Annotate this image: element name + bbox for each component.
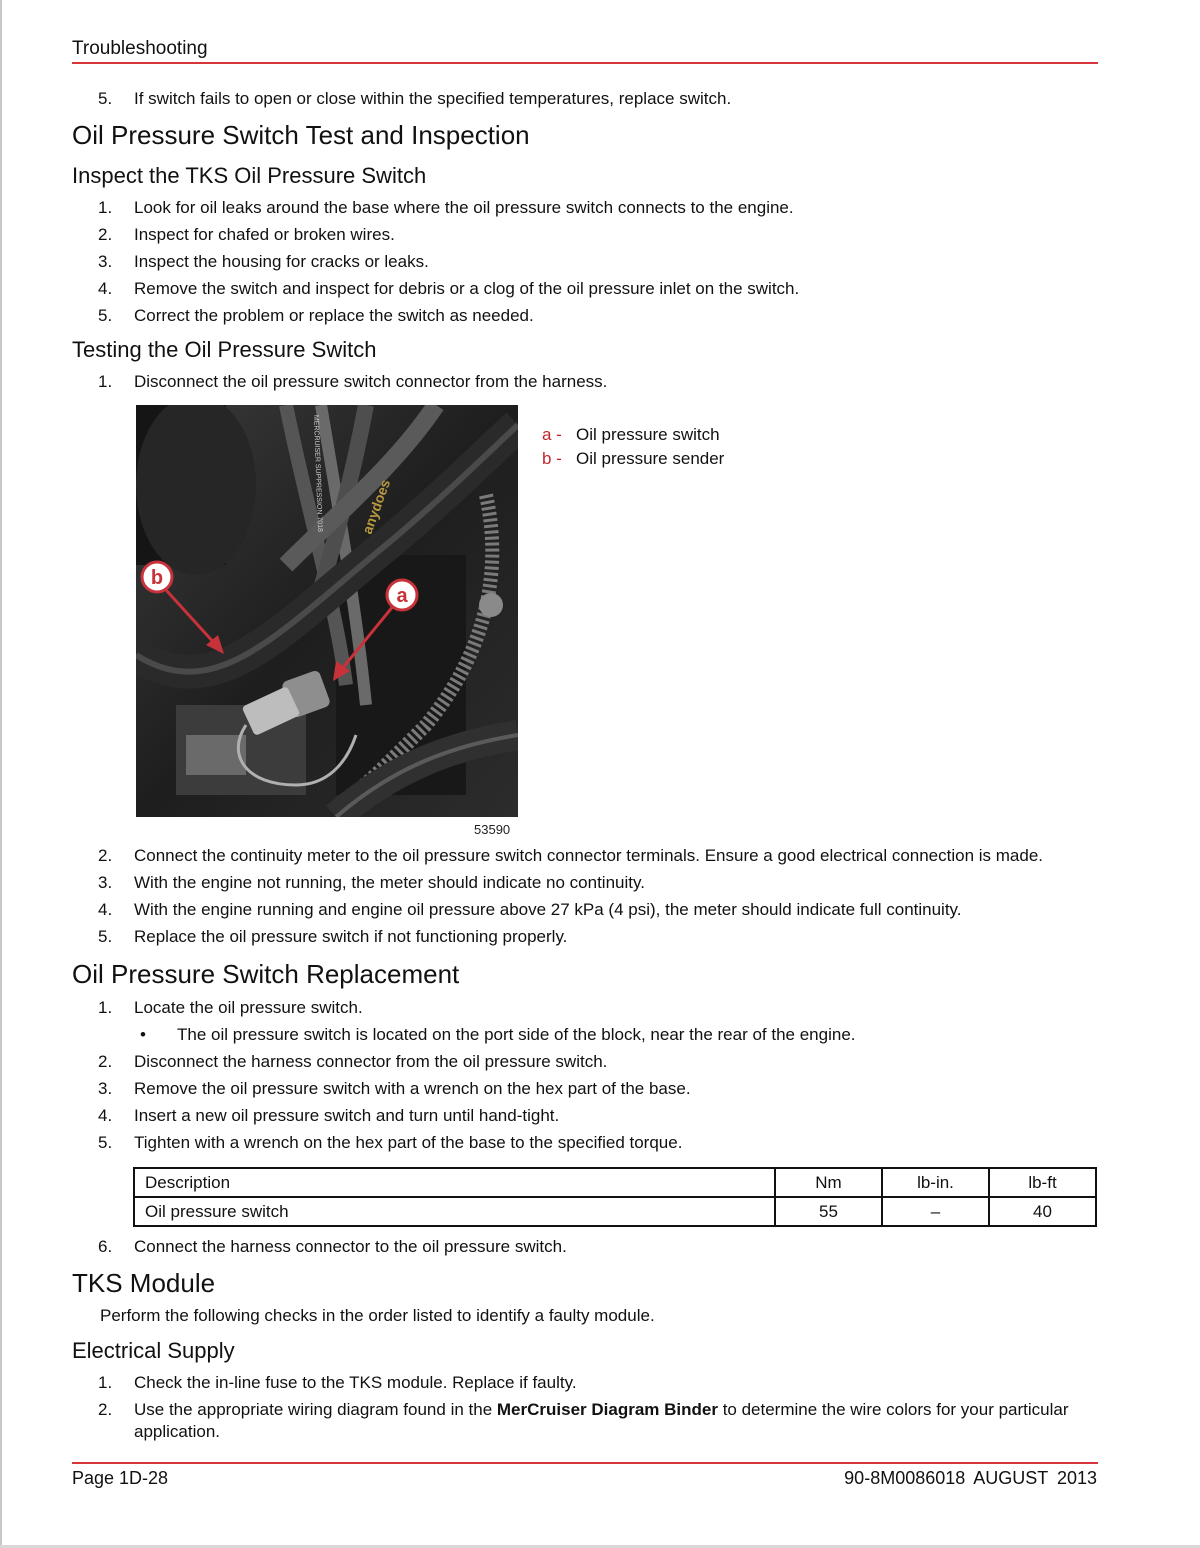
step-number: 2. [98, 846, 113, 865]
table-cell: 55 [775, 1197, 882, 1226]
subheading-testing: Testing the Oil Pressure Switch [72, 337, 377, 362]
step-number: 1. [98, 372, 113, 391]
step-text: Disconnect the oil pressure switch connector from the harness. [134, 372, 608, 391]
legend-label: Oil pressure sender [576, 449, 725, 468]
step-text [134, 1399, 1074, 1443]
step-number: 3. [98, 873, 113, 892]
wire-print-text: anydoes [358, 477, 394, 537]
torque-table [133, 1167, 1097, 1227]
step-number: 1. [98, 198, 113, 217]
engine-photo [136, 405, 518, 817]
step-text: Locate the oil pressure switch. [134, 998, 363, 1017]
legend-item [542, 425, 720, 445]
step-text: Replace the oil pressure switch if not functioning properly. [134, 927, 568, 946]
step-number: 5. [98, 306, 113, 325]
legend-key: a - [542, 425, 562, 444]
step-text: Remove the oil pressure switch with a wrench on the hex part of the base. [134, 1079, 691, 1098]
step-number: 1. [98, 998, 113, 1017]
step-text: Disconnect the harness connector from the oil pressure switch. [134, 1052, 608, 1071]
step-text: Look for oil leaks around the base where the oil pressure switch connects to the engine. [134, 198, 794, 217]
table-header-cell: Description [134, 1168, 775, 1197]
step-number: 5. [98, 927, 113, 946]
step-text: Remove the switch and inspect for debris or a clog of the oil pressure inlet on the switch. [134, 279, 800, 298]
step-number: 6. [98, 1237, 113, 1256]
step-text: Check the in-line fuse to the TKS module. Replace if faulty. [134, 1373, 577, 1392]
step-text: Connect the continuity meter to the oil pressure switch connector terminals. Ensure a good electrical connection is made. [134, 846, 1044, 865]
table-cell: 40 [989, 1197, 1096, 1226]
step-text: With the engine running and engine oil pressure above 27 kPa (4 psi), the meter should indicate full continuity. [134, 900, 962, 919]
subheading-electrical: Electrical Supply [72, 1338, 235, 1363]
step-text: If switch fails to open or close within the specified temperatures, replace switch. [134, 89, 732, 108]
step-text: Inspect the housing for cracks or leaks. [134, 252, 429, 271]
section-heading-oil-test: Oil Pressure Switch Test and Inspection [72, 120, 530, 150]
callout-a-label: a [396, 585, 408, 607]
step-text: Connect the harness connector to the oil pressure switch. [134, 1237, 567, 1256]
legend-label: Oil pressure switch [576, 425, 720, 444]
step-text: Inspect for chafed or broken wires. [134, 225, 395, 244]
table-cell: Oil pressure switch [134, 1197, 775, 1226]
step-number: 1. [98, 1373, 113, 1392]
bullet-text: The oil pressure switch is located on the port side of the block, near the rear of the engine. [177, 1025, 856, 1044]
table-row [134, 1197, 1096, 1226]
step-number: 4. [98, 1106, 113, 1125]
step-number: 2. [98, 1400, 113, 1419]
figure-number: 53590 [474, 822, 511, 837]
step-text: With the engine not running, the meter should indicate no continuity. [134, 873, 645, 892]
section-heading-tks: TKS Module [72, 1268, 216, 1298]
bullet-mark: • [140, 1025, 146, 1044]
wire-print-text: MERCRUISER SUPPRESSION 7018 [312, 414, 324, 533]
step-text: Correct the problem or replace the switch as needed. [134, 306, 534, 325]
table-cell: – [882, 1197, 989, 1226]
step-number: 5. [98, 1133, 113, 1152]
section-heading-replacement: Oil Pressure Switch Replacement [72, 959, 460, 989]
step-number: 2. [98, 225, 113, 244]
step-number: 4. [98, 900, 113, 919]
step-number: 3. [98, 1079, 113, 1098]
step-number: 3. [98, 252, 113, 271]
header-rule [72, 62, 1098, 64]
table-header-row [134, 1168, 1096, 1197]
intro-paragraph: Perform the following checks in the order listed to identify a faulty module. [100, 1306, 655, 1325]
footer-rule [72, 1462, 1098, 1464]
legend-item [542, 449, 724, 469]
subheading-inspect: Inspect the TKS Oil Pressure Switch [72, 163, 427, 188]
step-number: 5. [98, 89, 113, 108]
callout-b-label: b [150, 567, 164, 589]
step-text-part: to determine the wire colors for your particular application. [134, 1400, 1069, 1441]
table-header-cell: lb-ft [989, 1168, 1096, 1197]
step-number: 4. [98, 279, 113, 298]
table-header-cell: lb-in. [882, 1168, 989, 1197]
legend-key: b - [542, 449, 562, 468]
table-header-cell: Nm [775, 1168, 882, 1197]
page-number: Page 1D-28 [72, 1468, 169, 1488]
document-id: 90-8M0086018 AUGUST 2013 [844, 1468, 1097, 1488]
step-text: Tighten with a wrench on the hex part of the base to the specified torque. [134, 1133, 683, 1152]
running-header: Troubleshooting [72, 38, 208, 59]
binder-reference: MerCruiser Diagram Binder [496, 1400, 718, 1419]
page-edge [0, 0, 2, 1548]
step-text: Insert a new oil pressure switch and turn until hand-tight. [134, 1106, 560, 1125]
step-number: 2. [98, 1052, 113, 1071]
step-text-part: Use the appropriate wiring diagram found in the [134, 1400, 497, 1419]
